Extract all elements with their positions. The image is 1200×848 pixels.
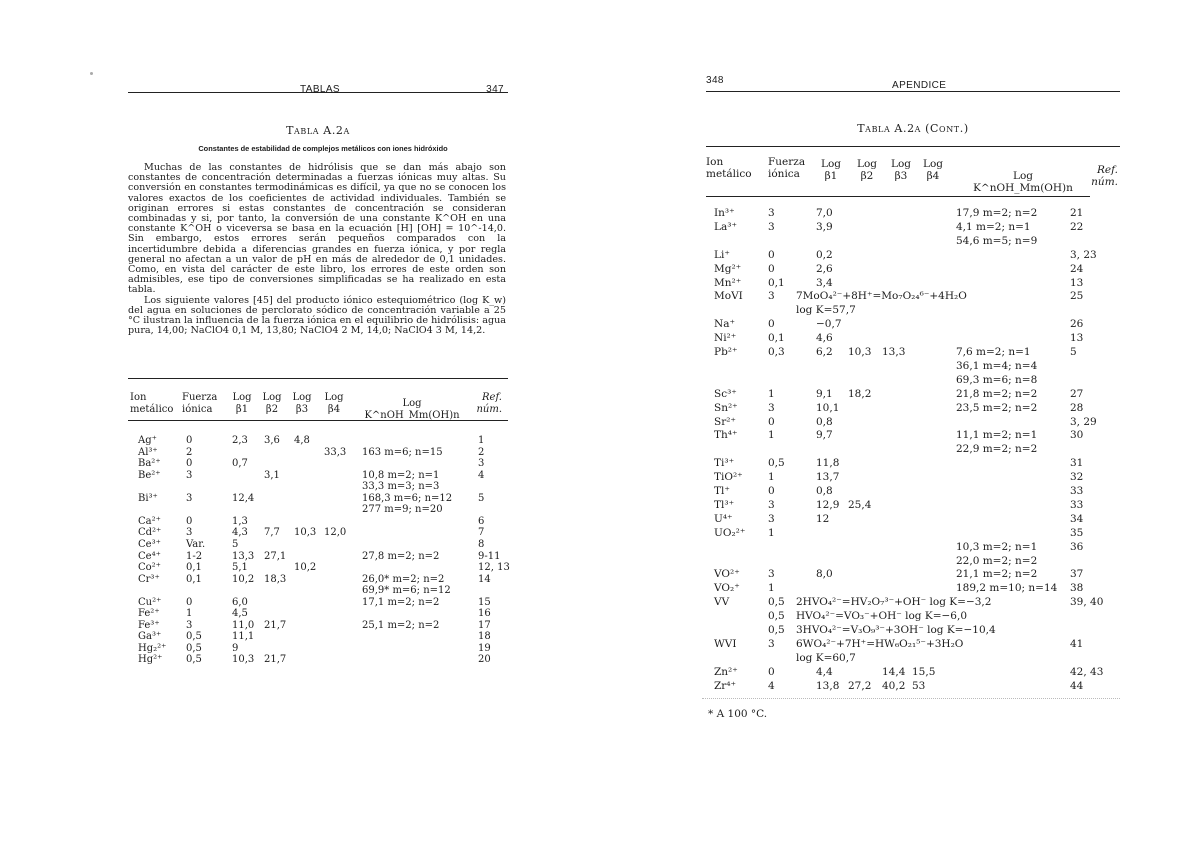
cell-beta2: 3,1	[264, 469, 280, 481]
cell-fuerza: 4	[768, 679, 775, 692]
cell-beta1: 11,0	[232, 619, 255, 631]
cell-beta1: 7,0	[816, 207, 833, 219]
table-header-rule	[128, 420, 508, 421]
cell-ref: 8	[478, 538, 485, 550]
cell-equilibrium: log K=57,7	[796, 304, 856, 317]
cell-fuerza: 3	[186, 527, 193, 539]
cell-fuerza: 0	[186, 435, 193, 446]
cell-fuerza: 3	[186, 492, 193, 504]
cell-ref: 2	[478, 446, 485, 458]
cell-fuerza: 3	[768, 498, 775, 511]
cell-beta4: 33,3	[324, 446, 347, 458]
cell-logk: 69,9* m=6; n=12	[362, 585, 451, 597]
cell-fuerza: 2	[186, 446, 193, 458]
cell-fuerza: 0	[768, 248, 775, 261]
cell-logk: 277 m=9; n=20	[362, 504, 443, 516]
cell-beta3: 10,2	[294, 562, 317, 574]
cell-beta2: 25,4	[848, 498, 872, 511]
cell-ion: Cd²⁺	[138, 527, 162, 539]
cell-ion: In³⁺	[714, 207, 735, 219]
cell-ref: 20	[478, 654, 491, 666]
cell-fuerza: 0	[768, 318, 775, 331]
cell-ion: Ce³⁺	[138, 538, 161, 550]
cell-beta1: 11,8	[816, 457, 840, 470]
cell-fuerza: 3	[768, 512, 775, 525]
cell-ref: 12, 13	[478, 562, 510, 574]
cell-fuerza: 0,1	[768, 332, 785, 345]
cell-logk: 69,3 m=6; n=8	[956, 373, 1038, 386]
cell-ion: Ti³⁺	[714, 457, 735, 470]
cell-fuerza: 0,5	[768, 610, 785, 623]
cell-fuerza: 1	[768, 582, 775, 595]
cell-ion: Fe²⁺	[138, 608, 160, 620]
table-subtitle: Constantes de estabilidad de complejos metálicos con iones hidróxido	[198, 144, 448, 153]
cell-ref: 22	[1070, 220, 1084, 233]
cell-fuerza: 3	[768, 568, 775, 581]
cell-fuerza: 0,5	[768, 596, 785, 609]
cell-beta1: 9,1	[816, 387, 833, 400]
cell-ref: 34	[1070, 512, 1084, 525]
cell-beta1: 13,8	[816, 679, 840, 692]
cell-fuerza: 0,1	[186, 562, 202, 574]
cell-ion: Ce⁴⁺	[138, 550, 161, 562]
cell-ref: 13	[1070, 276, 1084, 289]
cell-beta4: 53	[912, 679, 926, 692]
cell-beta1: 9	[232, 642, 239, 654]
cell-ion: TiO²⁺	[714, 471, 743, 484]
cell-beta1: 13,3	[232, 550, 255, 562]
cell-ion: Mg²⁺	[714, 262, 742, 275]
cell-ref: 27	[1070, 387, 1084, 400]
cell-ion: Th⁴⁺	[714, 429, 738, 442]
cell-beta1: 6,2	[816, 346, 833, 358]
cell-logk: 36,1 m=4; n=4	[956, 359, 1038, 372]
cell-fuerza: 1	[768, 429, 775, 442]
cell-logk: 25,1 m=2; n=2	[362, 619, 440, 631]
cell-beta1: 0,8	[816, 485, 833, 497]
cell-fuerza: 0,5	[768, 457, 785, 470]
intro-paragraph-2: Los siguiente valores [45] del producto iónico estequiométrico (log K_w) del agua en soluciones de perclorato sódico de concentración variable a 25 °C ilustran la influencia de la fuerza iónica en el equilibrio de hidrólisis: agua pura, 14,00; NaClO4 0,1 M, 13,80; NaClO4 2 M, 14,0; NaClO4 3 M, 14,2.	[128, 294, 506, 337]
cell-ref: 33	[1070, 498, 1084, 511]
cell-beta2: 21,7	[264, 654, 287, 666]
cell-ion: Pb²⁺	[714, 346, 738, 358]
cell-logk: 17,9 m=2; n=2	[956, 207, 1038, 219]
cell-ion: Zr⁴⁺	[714, 679, 737, 692]
cell-ion: U⁴⁺	[714, 512, 733, 525]
cell-ref: 17	[478, 619, 491, 631]
cell-logk: 168,3 m=6; n=12	[362, 492, 453, 504]
page-number: 347	[486, 84, 504, 95]
cell-fuerza: Var.	[186, 538, 206, 550]
cell-equilibrium: HVO₄²⁻=VO₃⁻+OH⁻ log K=−6,0	[796, 610, 967, 623]
cell-fuerza: 0,5	[186, 631, 202, 643]
cell-beta1: 13,7	[816, 471, 840, 484]
cell-beta1: 11,1	[232, 631, 255, 643]
cell-beta1: 9,7	[816, 429, 833, 442]
table-top-rule	[128, 378, 508, 379]
cell-ion: WVI	[714, 637, 737, 650]
header-ref: Ref. núm.	[1091, 164, 1118, 188]
cell-ref: 6	[478, 515, 485, 527]
header-rule	[706, 91, 1120, 92]
cell-fuerza: 0	[768, 262, 775, 275]
running-head-left	[128, 78, 508, 96]
cell-ref: 28	[1070, 401, 1084, 414]
header-fuerza: Fuerza iónica	[182, 392, 218, 415]
cell-beta1: 10,2	[232, 573, 255, 585]
cell-fuerza: 3	[768, 207, 775, 219]
header-ion: Ion metálico	[130, 392, 174, 415]
cell-beta3: 4,8	[294, 435, 310, 446]
cell-beta1: 2,6	[816, 262, 833, 275]
cell-fuerza: 0	[186, 458, 193, 470]
cell-ion: Sc³⁺	[714, 387, 737, 400]
cell-fuerza: 3	[768, 290, 775, 303]
cell-beta1: 3,4	[816, 276, 833, 289]
cell-equilibrium: 2HVO₄²⁻=HV₂O₇³⁻+OH⁻ log K=−3,2	[796, 596, 992, 609]
cell-ion: VV	[714, 596, 730, 609]
table-title: Tabla A.2a	[286, 124, 350, 137]
cell-ion: Tl⁺	[714, 485, 730, 497]
cell-logk: 163 m=6; n=15	[362, 446, 443, 458]
cell-ref: 5	[478, 492, 485, 504]
cell-beta1: 8,0	[816, 568, 833, 581]
cell-beta1: 4,4	[816, 665, 833, 678]
cell-ref: 30	[1070, 429, 1084, 442]
cell-ref: 3	[478, 458, 485, 470]
cell-fuerza: 3	[768, 220, 775, 233]
cell-ion: UO₂²⁺	[714, 526, 746, 539]
header-beta1: Log β1	[232, 392, 252, 415]
cell-ion: Sn²⁺	[714, 401, 738, 414]
cell-ref: 3, 29	[1070, 415, 1097, 428]
header-beta1: Log β1	[820, 158, 841, 182]
cell-fuerza: 0	[768, 415, 775, 428]
table-bottom-rule	[702, 698, 1120, 699]
cell-beta1: 1,3	[232, 515, 248, 527]
cell-ref: 25	[1070, 290, 1084, 303]
cell-beta1: 10,3	[232, 654, 255, 666]
cell-beta3: 13,3	[882, 346, 906, 358]
cell-beta4: 15,5	[912, 665, 936, 678]
cell-ion: VO²⁺	[714, 568, 740, 581]
cell-ref: 24	[1070, 262, 1084, 275]
cell-ref: 26	[1070, 318, 1084, 331]
cell-ion: Al³⁺	[138, 446, 158, 458]
header-logk: Log K^nOH_Mm(OH)n	[973, 170, 1073, 194]
cell-ion: Mn²⁺	[714, 276, 742, 289]
cell-beta1: 12,9	[816, 498, 840, 511]
cell-ref: 38	[1070, 582, 1084, 595]
cell-logk: 23,5 m=2; n=2	[956, 401, 1038, 414]
cell-beta2: 18,3	[264, 573, 287, 585]
cell-fuerza: 0,1	[768, 276, 785, 289]
cell-ref: 19	[478, 642, 491, 654]
cell-beta1: 4,6	[816, 332, 833, 345]
cell-fuerza: 1	[186, 608, 193, 620]
cell-ion: Be²⁺	[138, 469, 161, 481]
cell-logk: 4,1 m=2; n=1	[956, 220, 1031, 233]
cell-beta3: 10,3	[294, 527, 317, 539]
cell-ref: 14	[478, 573, 491, 585]
cell-ref: 16	[478, 608, 491, 620]
cell-fuerza: 1	[768, 471, 775, 484]
cell-equilibrium: log K=60,7	[796, 651, 856, 664]
header-logk: Log K^nOH_Mm(OH)n	[364, 398, 460, 421]
scan-speck	[90, 72, 93, 75]
cell-beta2: 10,3	[848, 346, 872, 358]
cell-logk: 17,1 m=2; n=2	[362, 596, 440, 608]
cell-ref: 41	[1070, 637, 1084, 650]
cell-fuerza: 3	[768, 401, 775, 414]
cell-ion: Ag⁺	[138, 435, 157, 446]
intro-paragraph-1: Muchas de las constantes de hidrólisis que se dan más abajo son constantes de concentración determinadas a fuerzas iónicas muy altas. Su conversión en constantes termodinámicas es difícil, ya que no se conocen los valores exactos de los coeficientes de actividad individuales. También se originan errores si estas constantes de concentración se consideran combinadas y si, por tanto, la conversión de una constante K^OH en una constante K^OH o viceversa se basa en la ecuación [H] [OH] = 10^-14,0. Sin embargo, estos errores serán pequeños comparados con la incertidumbre debida a diferencias grandes en fuerza iónica, y por regla general no afectan a un valor de pH en más de alrededor de 0,1 unidades. Como, en vista del carácter de este libro, los errores de este orden son admisibles, ese tipo de conversiones simplificadas se ha realizado en esta tabla.	[128, 162, 506, 296]
cell-beta1: 10,1	[816, 401, 840, 414]
cell-beta1: 5,1	[232, 562, 248, 574]
cell-ref: 32	[1070, 471, 1084, 484]
cell-fuerza: 0	[186, 515, 193, 527]
intro-text	[128, 163, 506, 336]
cell-ion: Sr²⁺	[714, 415, 736, 428]
cell-logk: 22,9 m=2; n=2	[956, 443, 1038, 456]
cell-ref: 37	[1070, 568, 1084, 581]
cell-ref: 33	[1070, 485, 1084, 497]
page-number: 348	[706, 75, 724, 86]
cell-logk: 7,6 m=2; n=1	[956, 346, 1031, 358]
cell-beta1: 4,5	[232, 608, 248, 620]
cell-ion: Tl³⁺	[714, 498, 735, 511]
cell-fuerza: 0,5	[768, 624, 785, 636]
cell-ion: VO₂⁺	[714, 582, 740, 595]
cell-beta1: 12,4	[232, 492, 255, 504]
cell-beta1: 12	[816, 512, 830, 525]
cell-fuerza: 0,5	[186, 642, 202, 654]
cell-ion: Co²⁺	[138, 562, 161, 574]
cell-fuerza: 0,3	[768, 346, 785, 358]
cell-ion: Hg₂²⁺	[138, 642, 167, 654]
cell-beta1: 0,2	[816, 248, 833, 261]
running-head-right	[706, 72, 1120, 90]
table-top-rule	[706, 146, 1120, 147]
cell-fuerza: 1	[768, 387, 775, 400]
header-beta2: Log β2	[262, 392, 282, 415]
cell-ion: Li⁺	[714, 248, 730, 261]
cell-fuerza: 0	[768, 665, 775, 678]
cell-beta2: 3,6	[264, 435, 280, 446]
cell-ref: 9-11	[478, 550, 501, 562]
cell-fuerza: 1-2	[186, 550, 203, 562]
cell-beta1: 0,7	[232, 458, 248, 470]
cell-beta2: 27,2	[848, 679, 872, 692]
table-title: Tabla A.2a (Cont.)	[857, 122, 969, 135]
cell-fuerza: 3	[186, 469, 193, 481]
cell-logk: 26,0* m=2; n=2	[362, 573, 445, 585]
cell-ion: Zn²⁺	[714, 665, 738, 678]
cell-fuerza: 3	[186, 619, 193, 631]
running-head-title: TABLAS	[300, 84, 341, 95]
cell-logk: 21,1 m=2; n=2	[956, 568, 1038, 581]
cell-ref: 35	[1070, 526, 1084, 539]
cell-beta3: 14,4	[882, 665, 906, 678]
cell-ref: 4	[478, 469, 485, 481]
cell-beta1: 5	[232, 538, 239, 550]
cell-ion: MoVI	[714, 290, 743, 303]
cell-ion: Ni²⁺	[714, 332, 737, 345]
cell-beta2: 21,7	[264, 619, 287, 631]
cell-beta1: −0,7	[816, 318, 842, 331]
cell-fuerza: 3	[768, 637, 775, 650]
header-beta2: Log β2	[856, 158, 877, 182]
cell-logk: 10,8 m=2; n=1	[362, 469, 440, 481]
cell-fuerza: 0	[186, 596, 193, 608]
cell-ion: Na⁺	[714, 318, 735, 331]
cell-logk: 189,2 m=10; n=14	[956, 582, 1058, 595]
cell-ref: 31	[1070, 457, 1084, 470]
cell-ref: 39, 40	[1070, 596, 1104, 609]
running-head-title: APENDICE	[892, 80, 947, 91]
cell-equilibrium: 6WO₄²⁻+7H⁺=HW₆O₂₁⁵⁻+3H₂O	[796, 637, 964, 650]
cell-ref: 13	[1070, 332, 1084, 345]
cell-beta1: 0,8	[816, 415, 833, 428]
header-ion: Ion metálico	[706, 156, 752, 180]
cell-logk: 33,3 m=3; n=3	[362, 481, 440, 493]
header-beta4: Log β4	[922, 158, 943, 182]
cell-beta1: 4,3	[232, 527, 248, 539]
cell-equilibrium: 7MoO₄²⁻+8H⁺=Mo₇O₂₄⁶⁻+4H₂O	[796, 290, 967, 303]
cell-logk: 54,6 m=5; n=9	[956, 234, 1038, 247]
cell-beta4: 12,0	[324, 527, 347, 539]
header-fuerza: Fuerza iónica	[768, 156, 806, 180]
header-ref: Ref. núm.	[476, 392, 502, 415]
cell-logk: 22,0 m=2; n=2	[956, 554, 1038, 567]
cell-logk: 21,8 m=2; n=2	[956, 387, 1038, 400]
cell-ion: Cu²⁺	[138, 596, 162, 608]
cell-beta1: 3,9	[816, 220, 833, 233]
cell-beta2: 27,1	[264, 550, 287, 562]
cell-ref: 42, 43	[1070, 665, 1104, 678]
cell-beta1: 2,3	[232, 435, 248, 446]
cell-beta3: 40,2	[882, 679, 906, 692]
cell-ref: 1	[478, 435, 485, 446]
cell-fuerza: 0	[768, 485, 775, 497]
cell-equilibrium: 3HVO₄²⁻=V₃O₉³⁻+3OH⁻ log K=−10,4	[796, 624, 996, 636]
cell-ion: Cr³⁺	[138, 573, 160, 585]
header-beta3: Log β3	[890, 158, 911, 182]
cell-ref: 44	[1070, 679, 1084, 692]
cell-fuerza: 0,1	[186, 573, 202, 585]
footnote: * A 100 °C.	[708, 708, 768, 720]
cell-fuerza: 1	[768, 526, 775, 539]
cell-logk: 11,1 m=2; n=1	[956, 429, 1038, 442]
cell-beta2: 18,2	[848, 387, 872, 400]
cell-ref: 36	[1070, 540, 1084, 553]
cell-ion: Hg²⁺	[138, 654, 163, 666]
cell-ion: Bi³⁺	[138, 492, 158, 504]
cell-logk: 10,3 m=2; n=1	[956, 540, 1038, 553]
cell-ion: La³⁺	[714, 220, 737, 233]
cell-beta1: 6,0	[232, 596, 248, 608]
header-rule	[128, 92, 508, 93]
cell-fuerza: 0,5	[186, 654, 202, 666]
cell-ref: 5	[1070, 346, 1077, 358]
cell-ref: 18	[478, 631, 491, 643]
header-beta3: Log β3	[292, 392, 312, 415]
table-header-rule	[706, 196, 1090, 197]
cell-ion: Ba²⁺	[138, 458, 161, 470]
cell-beta2: 7,7	[264, 527, 280, 539]
cell-ref: 15	[478, 596, 491, 608]
header-beta4: Log β4	[324, 392, 344, 415]
cell-ion: Fe³⁺	[138, 619, 160, 631]
cell-ion: Ca²⁺	[138, 515, 161, 527]
cell-ion: Ga³⁺	[138, 631, 162, 643]
cell-ref: 3, 23	[1070, 248, 1097, 261]
cell-logk: 27,8 m=2; n=2	[362, 550, 440, 562]
cell-ref: 7	[478, 527, 485, 539]
cell-ref: 21	[1070, 207, 1084, 219]
